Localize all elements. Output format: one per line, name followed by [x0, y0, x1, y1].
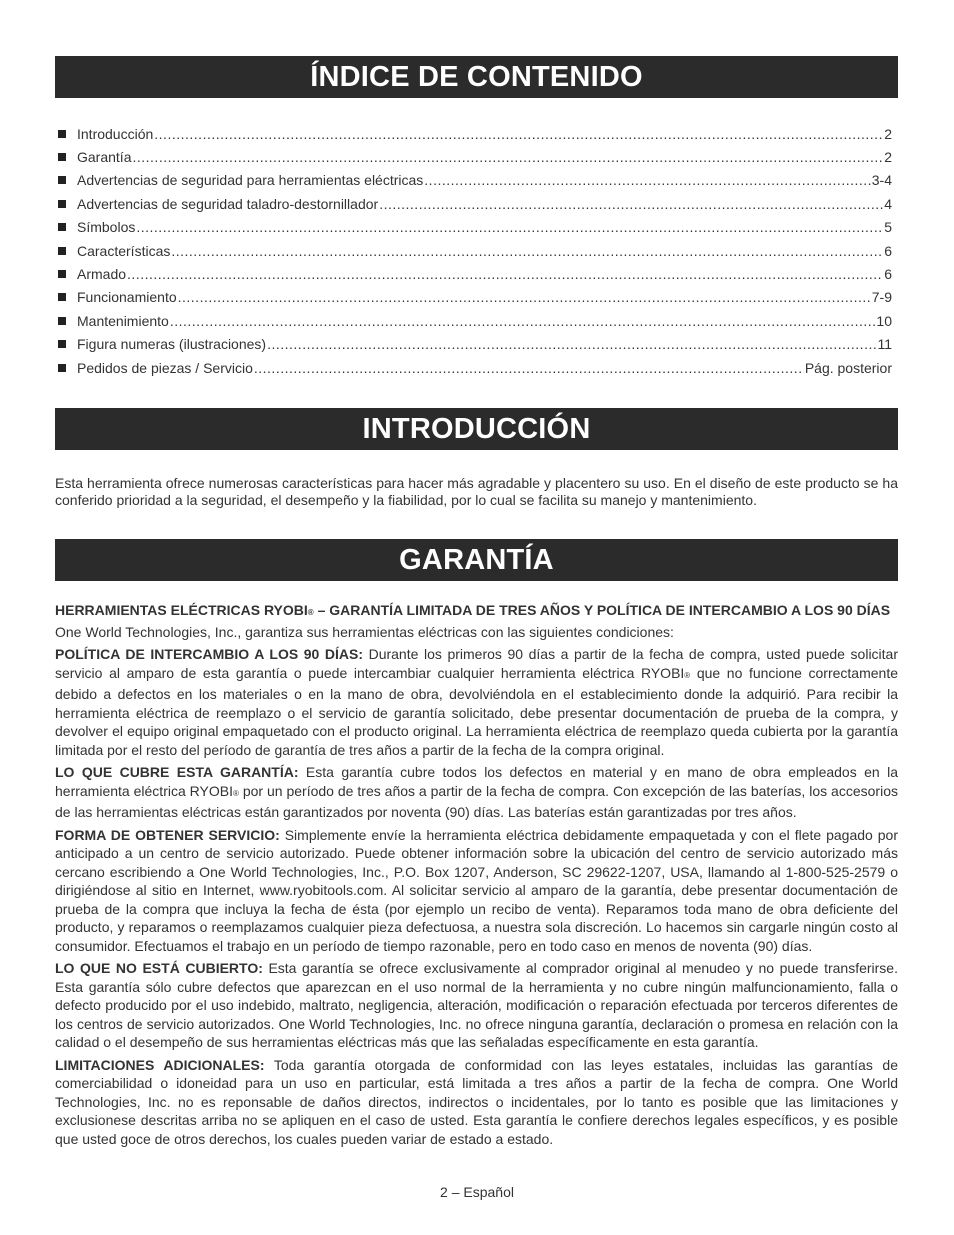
toc-item-label: Figura numeras (ilustraciones) — [77, 336, 267, 353]
registered-mark: ® — [684, 670, 691, 680]
warranty-body — [55, 601, 898, 1152]
limitations-text: Toda garantía otorgada de conformidad con las leyes estatales, incluidas las garantías de comerciabilidad o idoneidad para un uso en particular, está limitada a tres años a partir de la fecha de compra. One World Technologies, Inc. no es reponsable de daños directos, indirectos o incidentales, por lo tanto es posible que las limitaciones y exclusionese descritas arriba no se apliquen en el caso de usted. Esta garantía le confiere derechos legales específicos, y es posible que usted goce de otros derechos, los cuales pueden variar de estado a estado. — [55, 1056, 898, 1147]
toc-leader — [171, 243, 883, 259]
square-bullet-icon — [58, 247, 66, 255]
toc-item-page: 6 — [884, 266, 892, 283]
toc-item[interactable] — [58, 262, 892, 285]
toc-leader — [136, 219, 883, 235]
intro-title: INTRODUCCIÓN — [55, 408, 898, 450]
toc-item[interactable] — [58, 356, 892, 379]
warranty-title: GARANTÍA — [55, 539, 898, 581]
warranty-heading-brand: HERRAMIENTAS ELÉCTRICAS RYOBI — [55, 602, 308, 618]
exchange-policy-text-a: Durante los primeros 90 días a partir de la fecha de compra, usted puede solicitar servicio al amparo de esta garantía o puede intercambiar cualquier herramienta eléctrica RYOBI — [55, 646, 898, 681]
warranty-intro: One World Technologies, Inc., garantiza sus herramientas eléctricas con las siguientes condiciones: — [55, 623, 674, 640]
toc-item-label: Advertencias de seguridad para herramientas eléctricas — [77, 172, 424, 189]
toc-leader — [254, 360, 804, 376]
square-bullet-icon — [58, 200, 66, 208]
service-text: Simplemente envíe la herramienta eléctrica debidamente empaquetada y con el flete pagado por anticipado a un centro de servicio autorizado. Puede obtener información sobre la ubicación del centro de servicio autorizado más cercano escribiendo a One World Technologies, Inc., P.O. Box 1207, Anderson, SC 29622-1207, USA, llamando al 1-800-525-2579 o dirigiéndose al sitio en Internet, www.ryobitools.com. Al solicitar servicio al amparo de la garantía, debe presentar documentación de prueba de la compra que incluya la fecha de ésta (por ejemplo un recibo de venta). Reparamos toda mano de obra deficiente del producto, y reparamos o reemplazamos cualquier pieza defectuosa, a nuestra sola discreción. Lo hacemos sin cargarle ningún costo al consumidor. Efectuamos el trabajo en un período de tiempo razonable, pero en todo caso en menos de noventa (90) días. — [55, 826, 898, 954]
square-bullet-icon — [58, 223, 66, 231]
toc-item[interactable] — [58, 286, 892, 309]
intro-text: Esta herramienta ofrece numerosas características para hacer más agradable y placentero su uso. En el diseño de este producto se ha conferido prioridad a la seguridad, el desempeño y la fiabilidad, por lo cual se facilita su manejo y mantenimiento. — [55, 475, 898, 509]
toc-item-label: Mantenimiento — [77, 312, 169, 329]
toc-item[interactable] — [58, 239, 892, 262]
toc-item[interactable] — [58, 122, 892, 145]
toc-leader — [379, 196, 883, 212]
square-bullet-icon — [58, 364, 66, 372]
table-of-contents — [58, 122, 892, 379]
toc-leader — [267, 336, 876, 352]
toc-title: ÍNDICE DE CONTENIDO — [55, 56, 898, 98]
coverage-label: LO QUE CUBRE ESTA GARANTÍA: — [55, 764, 299, 780]
toc-item-page: 11 — [877, 336, 892, 353]
toc-item-page: 5 — [884, 219, 892, 236]
registered-mark: ® — [307, 608, 314, 617]
toc-item[interactable] — [58, 216, 892, 239]
square-bullet-icon — [58, 340, 66, 348]
toc-item-page: 7-9 — [871, 289, 892, 306]
exclusions-label: LO QUE NO ESTÁ CUBIERTO: — [55, 960, 263, 976]
toc-item[interactable] — [58, 309, 892, 332]
toc-item-label: Garantía — [77, 149, 132, 166]
warranty-coverage — [55, 763, 898, 822]
toc-item-page: 3-4 — [871, 172, 892, 189]
toc-leader — [154, 126, 883, 142]
toc-leader — [170, 313, 876, 329]
registered-mark: ® — [233, 788, 239, 798]
coverage-text-a: Esta garantía cubre todos los defectos en material y en mano de obra empleados en la herramienta eléctrica RYOBI — [55, 764, 898, 799]
toc-item-page: Pág. posterior — [804, 359, 892, 376]
square-bullet-icon — [58, 176, 66, 184]
square-bullet-icon — [58, 130, 66, 138]
service-label: FORMA DE OBTENER SERVICIO: — [55, 826, 280, 843]
toc-item-label: Advertencias de seguridad taladro-destornillador — [77, 195, 379, 212]
square-bullet-icon — [58, 317, 66, 325]
exclusions-text: Esta garantía se ofrece exclusivamente al comprador original al menudeo y no puede transferirse. Esta garantía sólo cubre defectos que aparezcan en el uso normal de la herramienta y no cubre ningún malfuncionamiento, falla o defecto producido por el uso indebido, maltrato, negligencia, alteración, modificación o reparación efectuada por terceros diferentes de los centros de servicio autorizados. One World Technologies, Inc. no ofrece ninguna garantía, declaración o promesa en relación con la calidad o el desempeño de sus herramientas eléctricas más que las señaladas específicamente en esta garantía. — [55, 960, 898, 1050]
toc-leader — [127, 266, 883, 282]
square-bullet-icon — [58, 270, 66, 278]
toc-item-page: 2 — [884, 149, 892, 166]
toc-item[interactable] — [58, 145, 892, 168]
toc-item[interactable] — [58, 333, 892, 356]
toc-item-label: Pedidos de piezas / Servicio — [77, 359, 253, 376]
toc-item-label: Introducción — [77, 125, 154, 142]
toc-item-label: Símbolos — [77, 219, 136, 236]
exchange-policy-label: POLÍTICA DE INTERCAMBIO A LOS 90 DÍAS: — [55, 646, 364, 662]
warranty-exchange-policy — [55, 645, 898, 759]
toc-item-page: 4 — [884, 195, 892, 212]
toc-item[interactable] — [58, 192, 892, 215]
coverage-text-b: por un período de tres años a partir de la fecha de compra. Con excepción de las baterías, los accesorios de las herramientas eléctricas están garantizados por noventa (90) días. Las baterías están garantizadas por tres años. — [55, 782, 898, 820]
square-bullet-icon — [58, 293, 66, 301]
toc-item-page: 2 — [884, 125, 892, 142]
exchange-policy-text-b: que no funcione correctamente debido a defectos en los materiales o en la mano de obra, devolviéndola en el establecimiento donde la adquirió. Para recibir la herramienta eléctrica de reemplazo o el servicio de garantía solicitado, debe presentar documentación de prueba de la compra, y devolver el equipo original empaquetado con el producto original. La herramienta eléctrica de reemplazo queda cubierta por la garantía limitada por el resto del período de garantía de tres años a partir de la fecha de la compra original. — [55, 664, 898, 758]
toc-item-page: 10 — [876, 312, 892, 329]
warranty-heading — [55, 601, 898, 623]
toc-item-label: Características — [77, 242, 171, 259]
toc-leader — [132, 149, 883, 165]
toc-item-page: 6 — [884, 242, 892, 259]
toc-leader — [178, 289, 871, 305]
warranty-limitations — [55, 1056, 898, 1149]
limitations-label: LIMITACIONES ADICIONALES: — [55, 1056, 265, 1073]
square-bullet-icon — [58, 153, 66, 161]
toc-item-label: Funcionamiento — [77, 289, 177, 306]
toc-item-label: Armado — [77, 266, 127, 283]
toc-leader — [424, 172, 870, 188]
warranty-exclusions — [55, 959, 898, 1052]
warranty-service — [55, 826, 898, 956]
warranty-heading-rest: – GARANTÍA LIMITADA DE TRES AÑOS Y POLÍTICA DE INTERCAMBIO A LOS 90 DÍAS — [313, 602, 891, 618]
page-footer: 2 – Español — [440, 1184, 514, 1200]
toc-item[interactable] — [58, 169, 892, 192]
